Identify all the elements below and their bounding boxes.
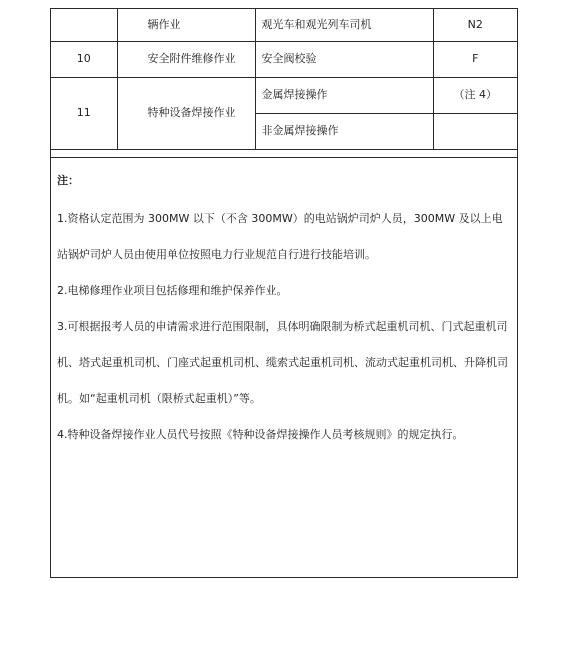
document-frame (50, 8, 518, 578)
row-code: N2 (433, 9, 517, 41)
row-code (433, 113, 517, 149)
table-row (51, 77, 517, 113)
note-item: 2.电梯修理作业项目包括修理和维护保养作业。 (57, 284, 288, 297)
table-row (51, 9, 517, 41)
row-project: 非金属焊接操作 (255, 113, 433, 149)
note-item: 3.可根据报考人员的申请需求进行范围限制，具体明确限制为桥式起重机司机、门式起重机司机、塔式起重机司机、门座式起重机司机、缆索式起重机司机、流动式起重机司机、升降机司机。如“起重机司机（限桥式起重机）”等。 (57, 320, 508, 405)
row-number: 11 (51, 77, 117, 149)
row-code: （注 4） (433, 77, 517, 113)
row-item: 安全附件维修作业 (117, 41, 255, 77)
row-code: F (433, 41, 517, 77)
row-item: 辆作业 (117, 9, 255, 41)
qualification-table (51, 9, 517, 150)
note-item: 4.特种设备焊接作业人员代号按照《特种设备焊接操作人员考核规则》的规定执行。 (57, 428, 464, 441)
row-project: 金属焊接操作 (255, 77, 433, 113)
notes-title: 注： (57, 174, 79, 187)
row-number: 10 (51, 41, 117, 77)
table-row (51, 41, 517, 77)
row-project: 观光车和观光列车司机 (255, 9, 433, 41)
notes-section (51, 157, 517, 453)
row-number (51, 9, 117, 41)
row-item: 特种设备焊接作业 (117, 77, 255, 149)
row-project: 安全阀校验 (255, 41, 433, 77)
note-item: 1.资格认定范围为 300MW 以下（不含 300MW）的电站锅炉司炉人员，300MW 及以上电站锅炉司炉人员由使用单位按照电力行业规范自行进行技能培训。 (57, 212, 503, 261)
